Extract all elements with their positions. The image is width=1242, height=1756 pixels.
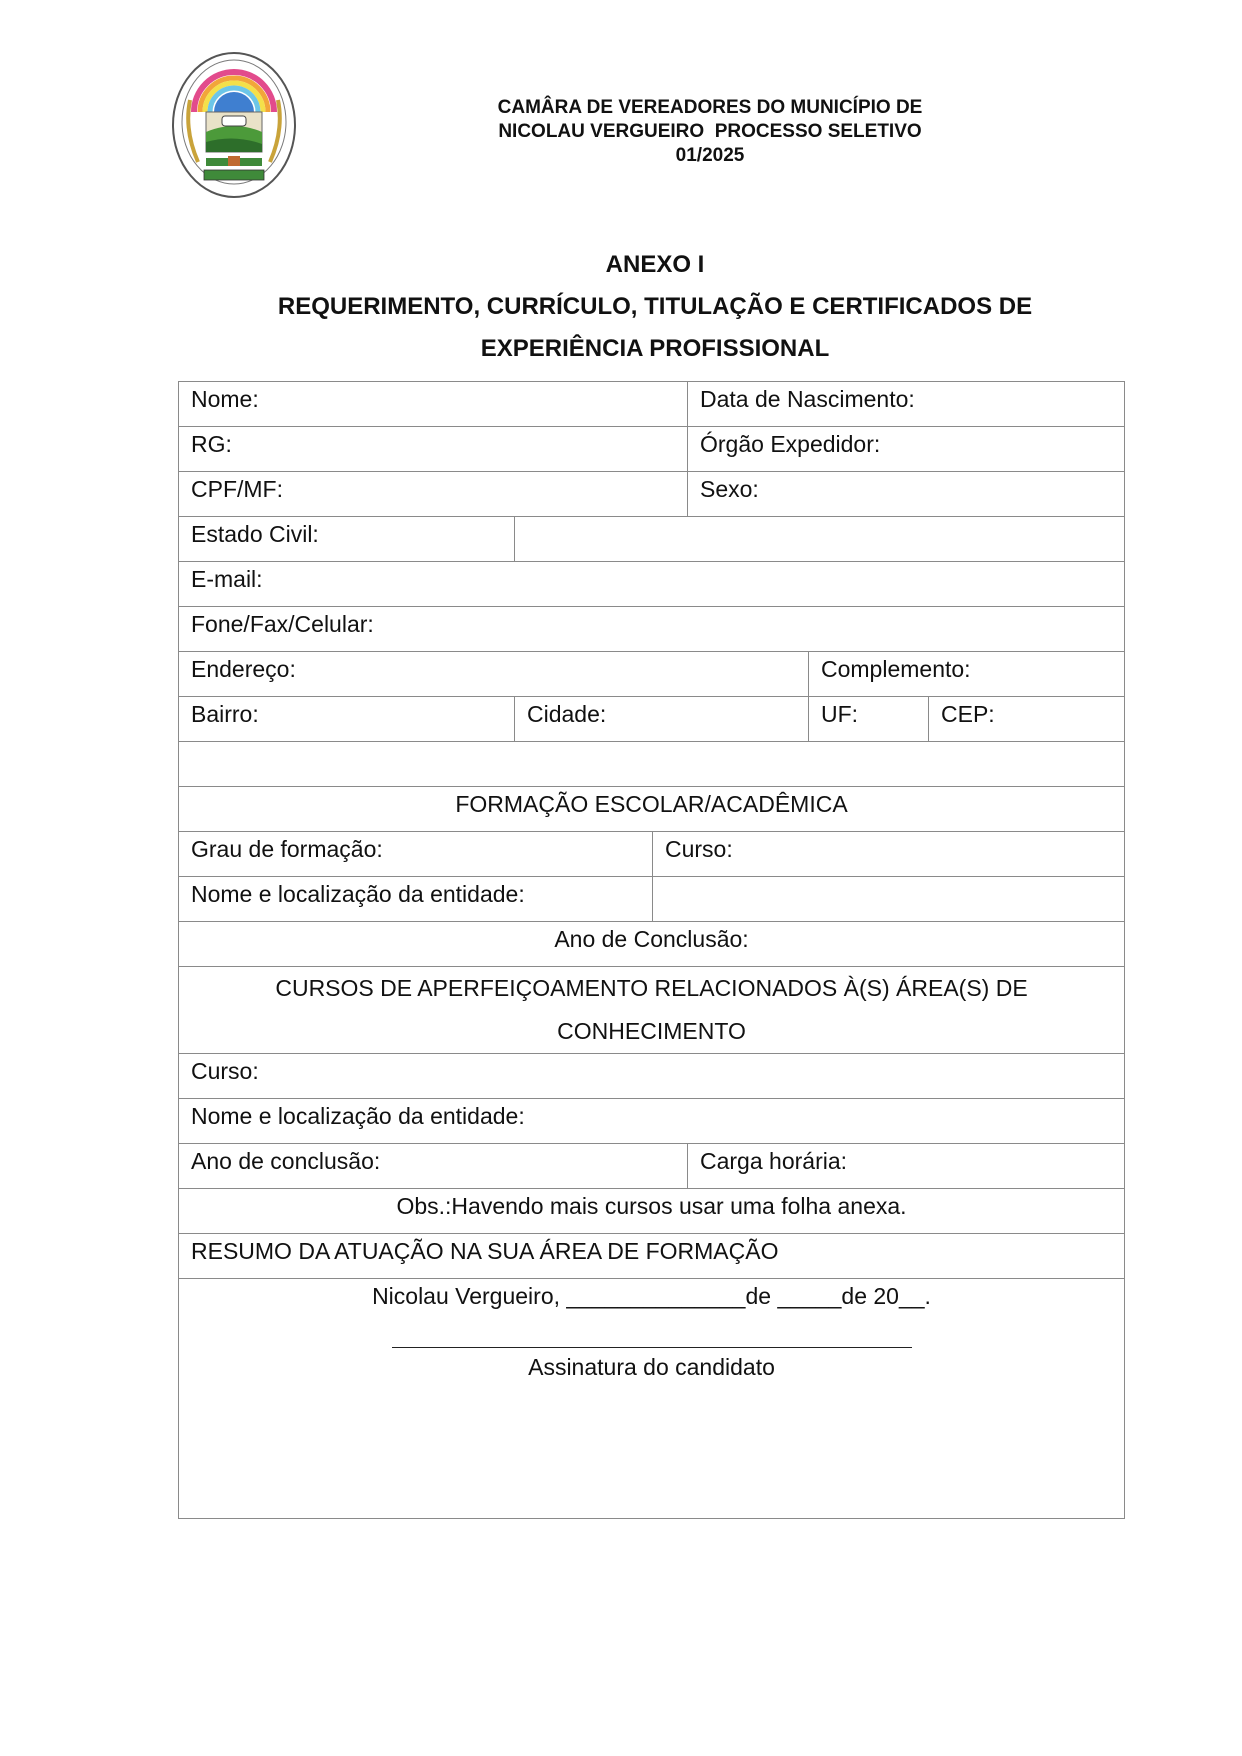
- signature-line[interactable]: [392, 1347, 912, 1348]
- ano-conclusao-field[interactable]: Ano de Conclusão:: [179, 922, 1125, 967]
- table-row: [179, 472, 1125, 517]
- estado-civil-label: Estado Civil:: [179, 517, 515, 562]
- municipal-coat-of-arms-logo: [170, 50, 298, 200]
- email-field[interactable]: E-mail:: [179, 562, 1125, 607]
- table-row: [179, 877, 1125, 922]
- ano-conclusao-aperfeicoamento-field[interactable]: Ano de conclusão:: [179, 1144, 688, 1189]
- title-line-2: EXPERIÊNCIA PROFISSIONAL: [480, 335, 830, 362]
- nome-entidade-aperfeicoamento-field[interactable]: Nome e localização da entidade:: [179, 1099, 1125, 1144]
- title-line-1: REQUERIMENTO, CURRÍCULO, TITULAÇÃO E CERTIFICADOS DE: [277, 293, 1033, 320]
- table-row: [179, 742, 1125, 787]
- header-line-1: CAMÂRA DE VEREADORES DO MUNICÍPIO DE: [497, 97, 923, 118]
- sexo-field[interactable]: Sexo:: [688, 472, 1125, 517]
- uf-field[interactable]: UF:: [809, 697, 929, 742]
- table-row: [179, 562, 1125, 607]
- header-line-3: 01/2025: [675, 145, 745, 166]
- blank-row: [179, 742, 1125, 787]
- table-row: [179, 967, 1125, 1054]
- table-row: [179, 1144, 1125, 1189]
- estado-civil-field[interactable]: [515, 517, 1125, 562]
- table-row: [179, 787, 1125, 832]
- complemento-field[interactable]: Complemento:: [809, 652, 1125, 697]
- cpf-field[interactable]: CPF/MF:: [179, 472, 688, 517]
- signature-label: Assinatura do candidato: [528, 1354, 775, 1380]
- signature-block: [179, 1279, 1125, 1519]
- obs-note: Obs.:Havendo mais cursos usar uma folha anexa.: [179, 1189, 1125, 1234]
- table-row: [179, 607, 1125, 652]
- table-row: [179, 427, 1125, 472]
- table-row: [179, 517, 1125, 562]
- formacao-heading: FORMAÇÃO ESCOLAR/ACADÊMICA: [179, 787, 1125, 832]
- rg-field[interactable]: RG:: [179, 427, 688, 472]
- nome-field[interactable]: Nome:: [179, 382, 688, 427]
- table-row: [179, 922, 1125, 967]
- table-row: [179, 1054, 1125, 1099]
- orgao-expedidor-field[interactable]: Órgão Expedidor:: [688, 427, 1125, 472]
- document-header: [440, 96, 980, 168]
- table-row: [179, 1279, 1125, 1519]
- table-row: [179, 382, 1125, 427]
- carga-horaria-field[interactable]: Carga horária:: [688, 1144, 1125, 1189]
- data-nascimento-field[interactable]: Data de Nascimento:: [688, 382, 1125, 427]
- local-data-line[interactable]: Nicolau Vergueiro, ______________de _____de 20__.: [372, 1283, 931, 1309]
- table-row: [179, 697, 1125, 742]
- document-title: [180, 250, 1130, 364]
- table-row: [179, 832, 1125, 877]
- table-row: [179, 1189, 1125, 1234]
- grau-formacao-field[interactable]: Grau de formação:: [179, 832, 653, 877]
- curso-field[interactable]: Curso:: [653, 832, 1125, 877]
- table-row: [179, 652, 1125, 697]
- header-line-2: NICOLAU VERGUEIRO PROCESSO SELETIVO: [498, 121, 922, 142]
- table-row: [179, 1099, 1125, 1144]
- curso-aperfeicoamento-field[interactable]: Curso:: [179, 1054, 1125, 1099]
- resumo-field[interactable]: RESUMO DA ATUAÇÃO NA SUA ÁREA DE FORMAÇÃO: [179, 1234, 1125, 1279]
- bairro-field[interactable]: Bairro:: [179, 697, 515, 742]
- nome-entidade-label: Nome e localização da entidade:: [179, 877, 653, 922]
- fone-field[interactable]: Fone/Fax/Celular:: [179, 607, 1125, 652]
- cep-field[interactable]: CEP:: [929, 697, 1125, 742]
- cidade-field[interactable]: Cidade:: [515, 697, 809, 742]
- application-form-table: [178, 381, 1125, 1519]
- endereco-field[interactable]: Endereço:: [179, 652, 809, 697]
- table-row: [179, 1234, 1125, 1279]
- annex-title: ANEXO I: [605, 251, 705, 278]
- nome-entidade-field[interactable]: [653, 877, 1125, 922]
- cursos-heading: CURSOS DE APERFEIÇOAMENTO RELACIONADOS À(S) ÁREA(S) DE CONHECIMENTO: [179, 967, 1125, 1054]
